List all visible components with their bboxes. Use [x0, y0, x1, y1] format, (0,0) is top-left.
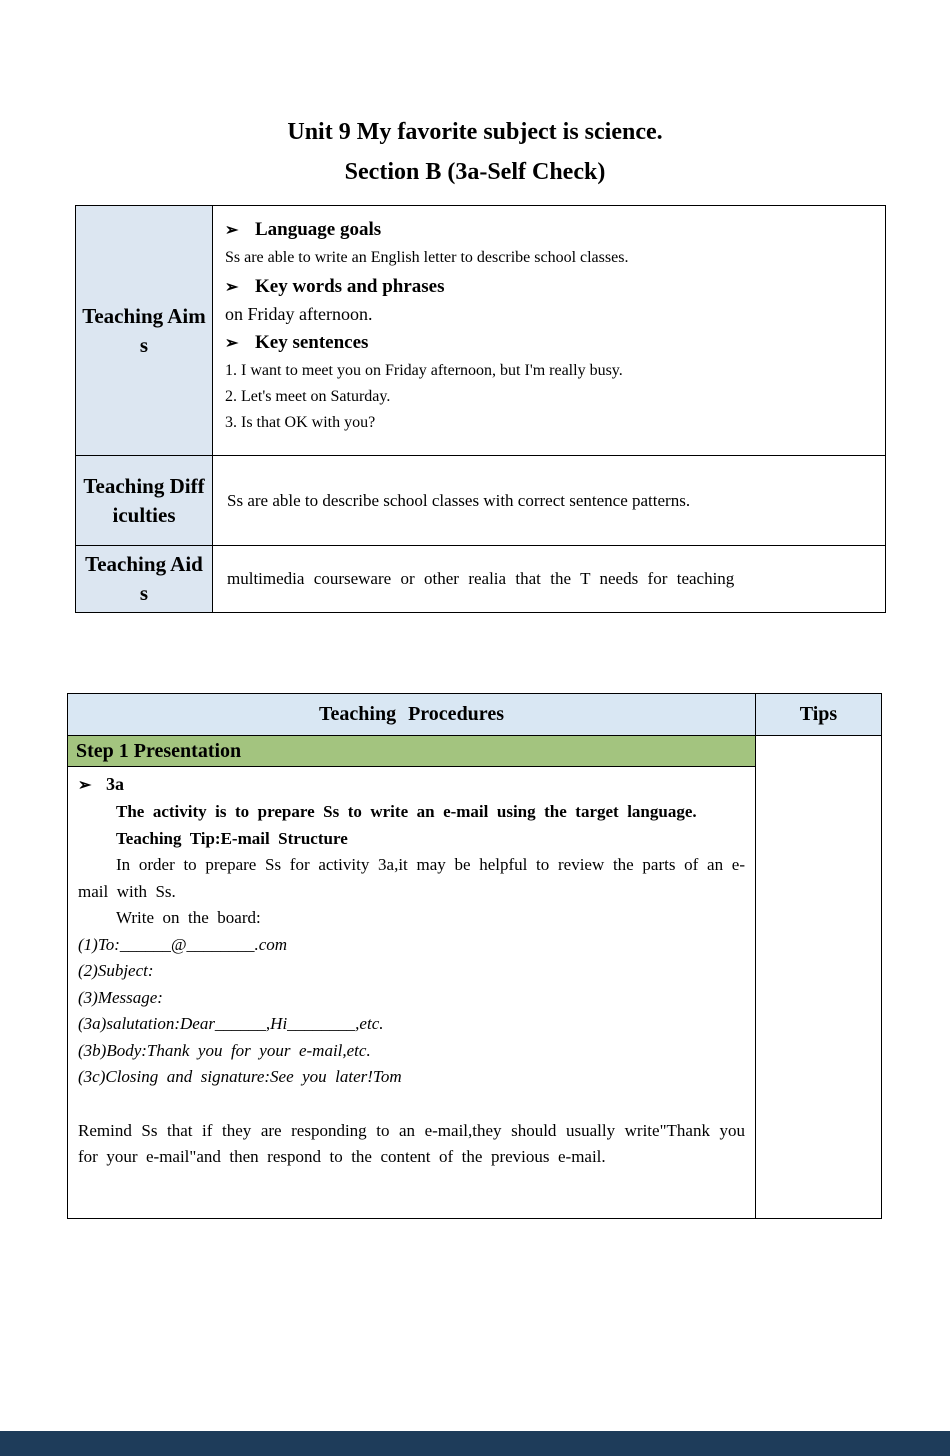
board-line: (2)Subject:: [78, 961, 154, 980]
document-page: [0, 112, 950, 1219]
teaching-aids-text: multimedia courseware or other realia that the T needs for teaching: [227, 569, 735, 588]
procedures-header-cell: [68, 694, 756, 736]
table-row: [76, 546, 886, 613]
arrow-bullet-icon: ➢: [225, 222, 239, 239]
step1-title-cell: [68, 736, 756, 767]
board-line: (3)Message:: [78, 987, 163, 1007]
table-row: [68, 694, 882, 736]
key-words-heading-text: Key words and phrases: [255, 276, 445, 297]
activity-bullet-line: [78, 771, 745, 799]
board-line: (1)To:______@________.com: [78, 934, 288, 954]
language-goals-heading: [225, 219, 871, 241]
arrow-bullet-icon: ➢: [225, 279, 239, 296]
table-row: [76, 206, 886, 456]
key-sentence: 2. Let's meet on Saturday.: [225, 388, 391, 405]
teaching-difficulties-content-cell: [213, 456, 886, 546]
activity-label: 3a: [106, 774, 124, 794]
teaching-aids-label: Teaching Aids: [85, 552, 203, 605]
teaching-aids-label-cell: [76, 546, 213, 613]
teaching-aims-content-cell: [213, 206, 886, 456]
board-line: (3a)salutation:Dear______,Hi________,etc.: [78, 1014, 384, 1033]
teaching-tip-heading: Teaching Tip:E-mail Structure: [116, 828, 348, 848]
teaching-procedures-table: [67, 693, 882, 1219]
footer-bar: [0, 1431, 950, 1456]
tips-empty-cell: [756, 736, 882, 1219]
teaching-tip-text: In order to prepare Ss for activity 3a,it may be helpful to review the parts of an e-mail with Ss.: [78, 855, 745, 901]
arrow-bullet-icon: ➢: [225, 335, 239, 352]
language-goals-heading-text: Language goals: [255, 219, 382, 240]
title-line-2: Section B (3a-Self Check): [344, 159, 606, 185]
key-words-heading: [225, 276, 871, 298]
write-on-board: Write on the board:: [116, 908, 261, 927]
board-line: (3b)Body:Thank you for your e-mail,etc.: [78, 1040, 371, 1060]
key-sentences-heading: [225, 332, 871, 354]
step1-content-cell: [68, 767, 756, 1219]
procedures-header: Teaching Procedures: [319, 703, 504, 725]
reminder-text: Remind Ss that if they are responding to an e-mail,they should usually write"Thank you for your e-mail"and then respond to the content of the previous e-mail.: [78, 1120, 745, 1166]
teaching-aids-content-cell: [213, 546, 886, 613]
language-goals-text: Ss are able to write an English letter to describe school classes.: [225, 249, 629, 266]
tips-header: Tips: [799, 703, 838, 725]
table-row: [76, 456, 886, 546]
key-sentences-heading-text: Key sentences: [255, 332, 369, 353]
teaching-aims-label-cell: [76, 206, 213, 456]
tips-header-cell: [756, 694, 882, 736]
teaching-difficulties-label-cell: [76, 456, 213, 546]
table-row: [68, 736, 882, 767]
key-sentence: 3. Is that OK with you?: [225, 414, 376, 431]
document-title: [0, 112, 950, 192]
teaching-difficulties-text: Ss are able to describe school classes with correct sentence patterns.: [227, 490, 691, 510]
teaching-difficulties-label: Teaching Difficulties: [83, 473, 205, 527]
arrow-bullet-icon: ➢: [78, 777, 92, 794]
key-sentence: 1. I want to meet you on Friday afternoon, but I'm really busy.: [225, 362, 623, 379]
teaching-aims-table: [75, 205, 886, 613]
title-line-1: Unit 9 My favorite subject is science.: [287, 119, 663, 145]
key-words-text: on Friday afternoon.: [225, 304, 373, 324]
teaching-aims-label: Teaching Aims: [82, 303, 206, 357]
board-line: (3c)Closing and signature:See you later!Tom: [78, 1067, 402, 1086]
step1-title: Step 1 Presentation: [76, 739, 242, 762]
activity-intro: The activity is to prepare Ss to write an e-mail using the target language.: [116, 802, 697, 821]
